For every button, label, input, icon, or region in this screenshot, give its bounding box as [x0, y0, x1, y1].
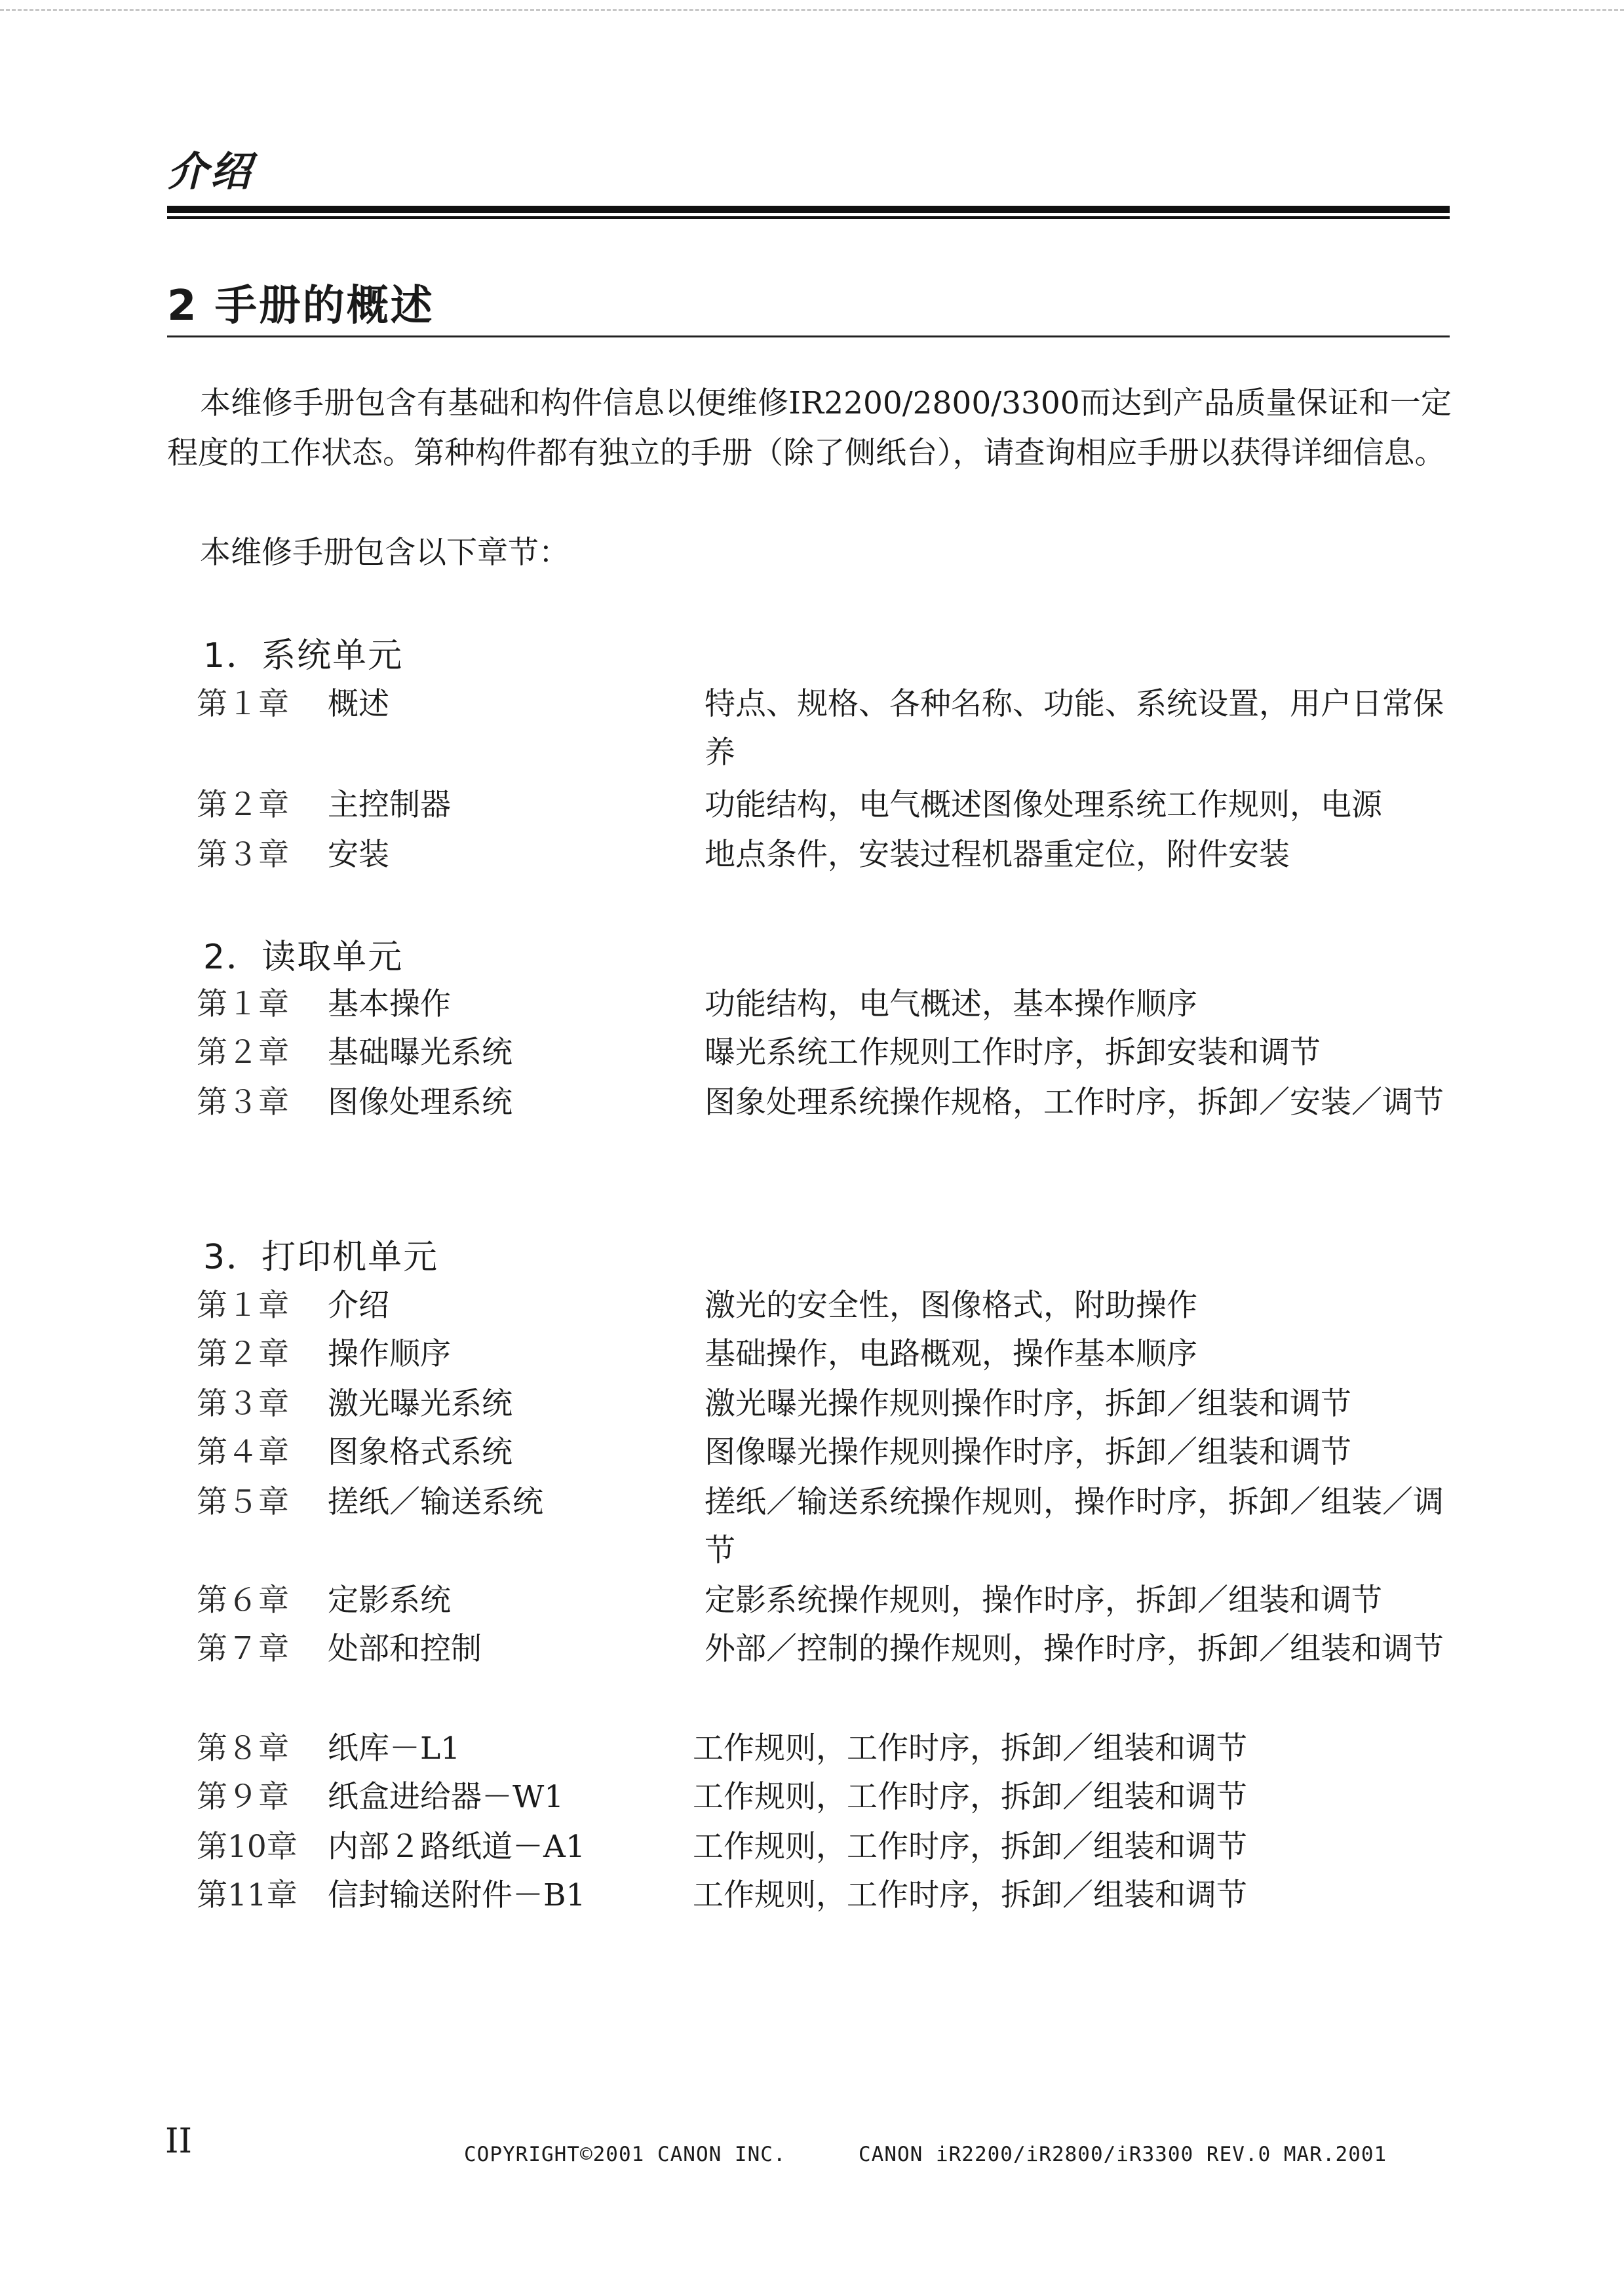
- chapter-title: 基础曝光系统: [328, 1035, 512, 1071]
- chapter-number: 第４章: [197, 1434, 289, 1470]
- chapters-lead: 本维修手册包含以下章节：: [200, 535, 570, 571]
- unit-title-system: 1．系统单元: [203, 636, 404, 676]
- chapter-description: 功能结构，电气概述图像处理系统工作规则，电源: [705, 787, 1382, 823]
- chapter-description: 特点、规格、各种名称、功能、系统设置，用户日常保养: [705, 686, 1444, 771]
- chapter-title: 处部和控制: [328, 1631, 482, 1667]
- intro-paragraph: [167, 379, 1452, 478]
- chapter-description: 激光曝光操作规则操作时序，拆卸／组装和调节: [705, 1386, 1351, 1422]
- chapter-description: 基础操作，电路概观，操作基本顺序: [705, 1336, 1197, 1372]
- chapter-number: 第９章: [197, 1779, 289, 1815]
- chapter-description: 外部／控制的操作规则，操作时序，拆卸／组装和调节: [705, 1631, 1444, 1667]
- chapter-number: 第５章: [197, 1484, 289, 1520]
- chapter-title: 搓纸／输送系统: [328, 1484, 543, 1520]
- chapter-number: 第３章: [197, 1084, 289, 1120]
- chapter-title: 纸库－L1: [328, 1731, 461, 1767]
- unit-title-reader: 2．读取单元: [203, 938, 404, 977]
- chapter-description: 图象处理系统操作规格，工作时序，拆卸／安装／调节: [705, 1084, 1444, 1120]
- chapter-number: 第10章: [197, 1829, 298, 1865]
- footer-model-revision: CANON iR2200/iR2800/iR3300 REV.0 MAR.2001: [859, 2143, 1387, 2166]
- chapter-title: 操作顺序: [328, 1336, 451, 1372]
- chapter-title: 图像处理系统: [328, 1084, 512, 1120]
- intro-text: 本维修手册包含有基础和构件信息以便维修IR2200/2800/3300而达到产品质量保证和一定程度的工作状态。第种构件都有独立的手册（除了侧纸台），请查询相应手册以获得详细信息。: [167, 385, 1452, 471]
- chapter-description: 定影系统操作规则，操作时序，拆卸／组装和调节: [705, 1582, 1382, 1618]
- chapter-description: 工作规则，工作时序，拆卸／组装和调节: [693, 1731, 1247, 1767]
- chapter-title: 基本操作: [328, 986, 451, 1022]
- chapter-title: 主控制器: [328, 787, 451, 823]
- chapter-description: 功能结构，电气概述，基本操作顺序: [705, 986, 1197, 1022]
- section-rule: [167, 335, 1450, 337]
- scan-edge-artifact: [0, 0, 1624, 11]
- chapter-description: 工作规则，工作时序，拆卸／组装和调节: [693, 1877, 1247, 1913]
- chapter-title: 激光曝光系统: [328, 1386, 512, 1422]
- chapter-number: 第８章: [197, 1731, 289, 1767]
- running-header-title: 介绍: [167, 147, 254, 195]
- chapter-title: 定影系统: [328, 1582, 451, 1618]
- unit-title-printer: 3．打印机单元: [203, 1238, 439, 1277]
- chapter-description: 地点条件，安装过程机器重定位，附件安装: [705, 837, 1290, 873]
- chapter-title: 内部２路纸道－A1: [328, 1829, 585, 1865]
- chapter-title: 纸盒进给器－W1: [328, 1779, 564, 1815]
- chapter-title: 概述: [328, 686, 389, 722]
- chapter-title: 信封输送附件－B1: [328, 1877, 586, 1913]
- header-rule-thin: [167, 216, 1450, 219]
- chapter-number: 第11章: [197, 1877, 298, 1913]
- chapter-number: 第１章: [197, 686, 289, 722]
- chapter-number: 第３章: [197, 837, 289, 873]
- chapter-title: 安装: [328, 837, 389, 873]
- chapter-number: 第２章: [197, 787, 289, 823]
- chapter-description: 图像曝光操作规则操作时序，拆卸／组装和调节: [705, 1434, 1351, 1470]
- chapter-number: 第６章: [197, 1582, 289, 1618]
- chapter-number: 第１章: [197, 986, 289, 1022]
- header-rule-thick: [167, 206, 1450, 213]
- chapter-description: 激光的安全性，图像格式，附助操作: [705, 1288, 1197, 1324]
- chapter-number: 第２章: [197, 1336, 289, 1372]
- chapter-title: 介绍: [328, 1288, 389, 1324]
- chapter-number: 第７章: [197, 1631, 289, 1667]
- chapter-number: 第２章: [197, 1035, 289, 1071]
- page-number: II: [165, 2122, 193, 2161]
- chapter-number: 第１章: [197, 1288, 289, 1324]
- footer-copyright: COPYRIGHT©2001 CANON INC.: [464, 2143, 786, 2166]
- chapter-number: 第３章: [197, 1386, 289, 1422]
- chapter-description: 工作规则，工作时序，拆卸／组装和调节: [693, 1829, 1247, 1865]
- chapter-description: 工作规则，工作时序，拆卸／组装和调节: [693, 1779, 1247, 1815]
- chapter-title: 图象格式系统: [328, 1434, 512, 1470]
- chapter-description: 曝光系统工作规则工作时序，拆卸安装和调节: [705, 1035, 1321, 1071]
- chapter-description: 搓纸／输送系统操作规则，操作时序，拆卸／组装／调节: [705, 1484, 1444, 1569]
- section-heading: 2 手册的概述: [167, 282, 435, 330]
